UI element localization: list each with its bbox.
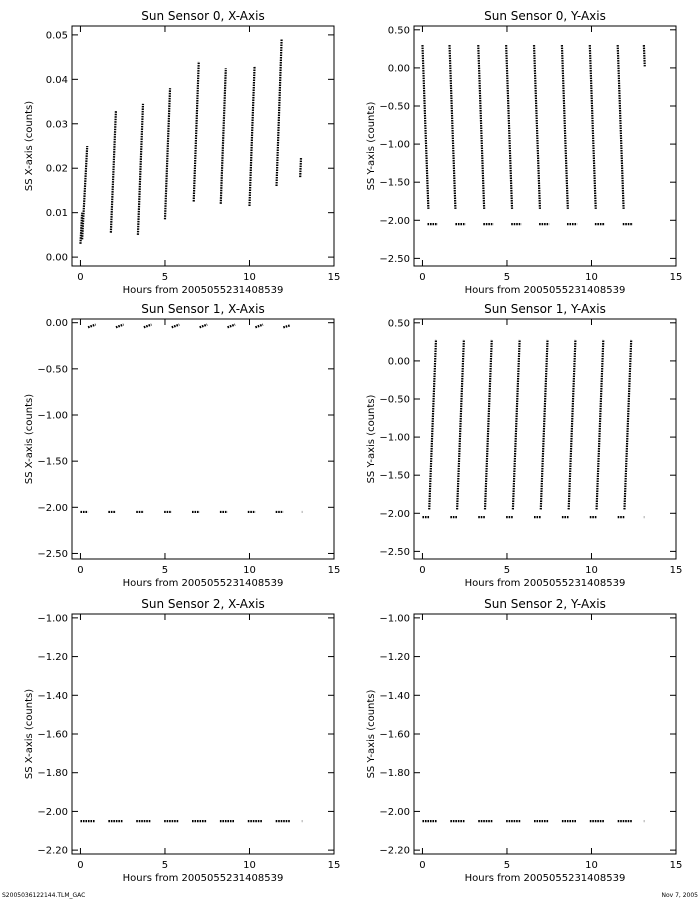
data-track [541, 340, 548, 510]
x-tick-label: 0 [77, 272, 84, 283]
data-track [138, 104, 143, 235]
data-track [255, 325, 263, 328]
y-tick-label: −1.00 [379, 432, 410, 444]
y-axis-label: SS Y-axis (counts) [366, 101, 377, 191]
data-track [228, 325, 236, 328]
data-track [485, 340, 492, 510]
y-tick-label: −1.80 [379, 768, 410, 780]
x-tick-label: 5 [161, 565, 169, 576]
data-track [597, 340, 604, 510]
x-tick-label: 15 [669, 860, 683, 871]
y-tick-label: −1.80 [37, 768, 68, 780]
data-track [165, 88, 170, 219]
y-tick-label: −2.50 [379, 253, 410, 265]
y-tick-label: 0.04 [45, 74, 68, 86]
plot-frame [72, 614, 334, 854]
x-tick-label: 15 [327, 860, 341, 871]
y-axis-label: SS X-axis (counts) [24, 688, 35, 780]
y-tick-label: −1.50 [379, 177, 410, 189]
data-track [194, 62, 199, 202]
y-tick-label: 0.00 [45, 252, 68, 264]
chart-panel-1 [366, 9, 682, 296]
y-tick-label: −2.50 [37, 548, 68, 560]
y-tick-label: −2.50 [379, 546, 410, 558]
data-track [569, 340, 576, 510]
y-tick-label: −0.50 [379, 101, 410, 113]
data-track [478, 45, 484, 209]
x-tick-label: 5 [161, 272, 169, 283]
footer-left: S2005036122144.TLM_GAC [2, 892, 86, 899]
data-track [144, 325, 152, 328]
data-track [82, 146, 87, 239]
y-tick-label: −0.50 [379, 394, 410, 406]
data-track [429, 340, 436, 510]
chart-title: Sun Sensor 0, Y-Axis [484, 9, 606, 23]
data-track [534, 45, 540, 209]
data-track [116, 325, 124, 328]
x-tick-label: 5 [503, 860, 511, 871]
plot-frame [414, 614, 676, 854]
data-track [506, 45, 512, 209]
plot-frame [414, 319, 676, 559]
data-track [457, 340, 464, 510]
x-tick-label: 15 [327, 565, 341, 576]
y-tick-label: −1.00 [37, 410, 68, 422]
y-tick-label: −2.00 [379, 806, 410, 818]
x-tick-label: 10 [243, 272, 256, 283]
y-tick-label: 0.00 [387, 356, 410, 368]
chart-title: Sun Sensor 2, Y-Axis [484, 597, 606, 611]
x-tick-label: 10 [243, 565, 256, 576]
chart-title: Sun Sensor 2, X-Axis [141, 597, 265, 611]
y-tick-label: −2.00 [37, 806, 68, 818]
y-tick-label: 0.00 [45, 318, 68, 330]
y-tick-label: −1.50 [379, 470, 410, 482]
y-tick-label: 0.01 [45, 208, 68, 220]
data-track [618, 45, 624, 209]
data-track [88, 325, 96, 328]
data-track [590, 45, 596, 209]
x-axis-label: Hours from 2005055231408539 [464, 578, 626, 589]
y-tick-label: −1.20 [37, 652, 68, 664]
chart-title: Sun Sensor 1, Y-Axis [484, 302, 606, 316]
y-tick-label: −1.20 [379, 652, 410, 664]
y-tick-label: −1.60 [379, 729, 410, 741]
y-tick-label: −1.00 [37, 613, 68, 625]
chart-panel-4 [24, 597, 340, 884]
y-tick-label: −2.20 [37, 845, 68, 857]
x-tick-label: 5 [503, 272, 511, 283]
data-track [200, 325, 208, 328]
data-track [111, 110, 116, 232]
y-tick-label: −1.00 [379, 613, 410, 625]
y-tick-label: 0.05 [45, 30, 68, 42]
x-tick-label: 5 [503, 565, 511, 576]
data-track [624, 340, 631, 510]
data-track [449, 45, 455, 209]
data-track [513, 340, 520, 510]
y-tick-label: −1.50 [37, 456, 68, 468]
chart-title: Sun Sensor 0, X-Axis [141, 9, 265, 23]
y-tick-label: 0.00 [387, 63, 410, 75]
x-tick-label: 10 [585, 860, 598, 871]
y-axis-label: SS X-axis (counts) [24, 100, 35, 192]
y-tick-label: 0.50 [387, 25, 410, 37]
y-tick-label: −1.00 [379, 139, 410, 151]
chart-panel-3 [366, 302, 682, 589]
y-tick-label: −0.50 [37, 364, 68, 376]
y-tick-label: 0.50 [387, 318, 410, 330]
x-tick-label: 0 [419, 860, 426, 871]
x-tick-label: 0 [419, 565, 426, 576]
y-tick-label: −2.20 [379, 845, 410, 857]
x-tick-label: 5 [161, 860, 169, 871]
data-track [249, 66, 254, 206]
chart-title: Sun Sensor 1, X-Axis [141, 302, 265, 316]
chart-panel-0 [24, 9, 340, 296]
data-track [422, 45, 428, 209]
x-axis-label: Hours from 2005055231408539 [122, 873, 284, 884]
plot-frame [72, 319, 334, 559]
x-tick-label: 0 [77, 860, 84, 871]
y-axis-label: SS Y-axis (counts) [366, 689, 377, 779]
y-tick-label: −2.00 [379, 215, 410, 227]
x-tick-label: 10 [585, 565, 598, 576]
y-axis-label: SS X-axis (counts) [24, 393, 35, 485]
x-axis-label: Hours from 2005055231408539 [122, 578, 284, 589]
y-tick-label: −2.00 [37, 502, 68, 514]
data-track [221, 68, 226, 204]
x-tick-label: 0 [77, 565, 84, 576]
y-tick-label: −2.00 [379, 508, 410, 520]
y-axis-label: SS Y-axis (counts) [366, 394, 377, 484]
data-track [172, 325, 180, 328]
chart-panel-5 [366, 597, 682, 884]
data-track [300, 157, 301, 177]
x-tick-label: 15 [669, 272, 683, 283]
x-tick-label: 10 [243, 860, 256, 871]
y-tick-label: −1.40 [37, 690, 68, 702]
x-tick-label: 10 [585, 272, 598, 283]
x-axis-label: Hours from 2005055231408539 [464, 873, 626, 884]
y-tick-label: 0.03 [45, 119, 68, 131]
footer-right: Nov 7, 2005 [661, 892, 698, 899]
x-tick-label: 15 [327, 272, 341, 283]
y-tick-label: 0.02 [45, 163, 68, 175]
x-tick-label: 0 [419, 272, 426, 283]
x-axis-label: Hours from 2005055231408539 [464, 285, 626, 296]
y-tick-label: −1.40 [379, 690, 410, 702]
y-tick-label: −1.60 [37, 729, 68, 741]
data-track [562, 45, 568, 209]
x-tick-label: 15 [669, 565, 683, 576]
data-track [277, 39, 282, 186]
data-track [283, 325, 290, 327]
x-axis-label: Hours from 2005055231408539 [122, 285, 284, 296]
chart-panel-2 [24, 302, 340, 589]
data-track [644, 45, 645, 66]
